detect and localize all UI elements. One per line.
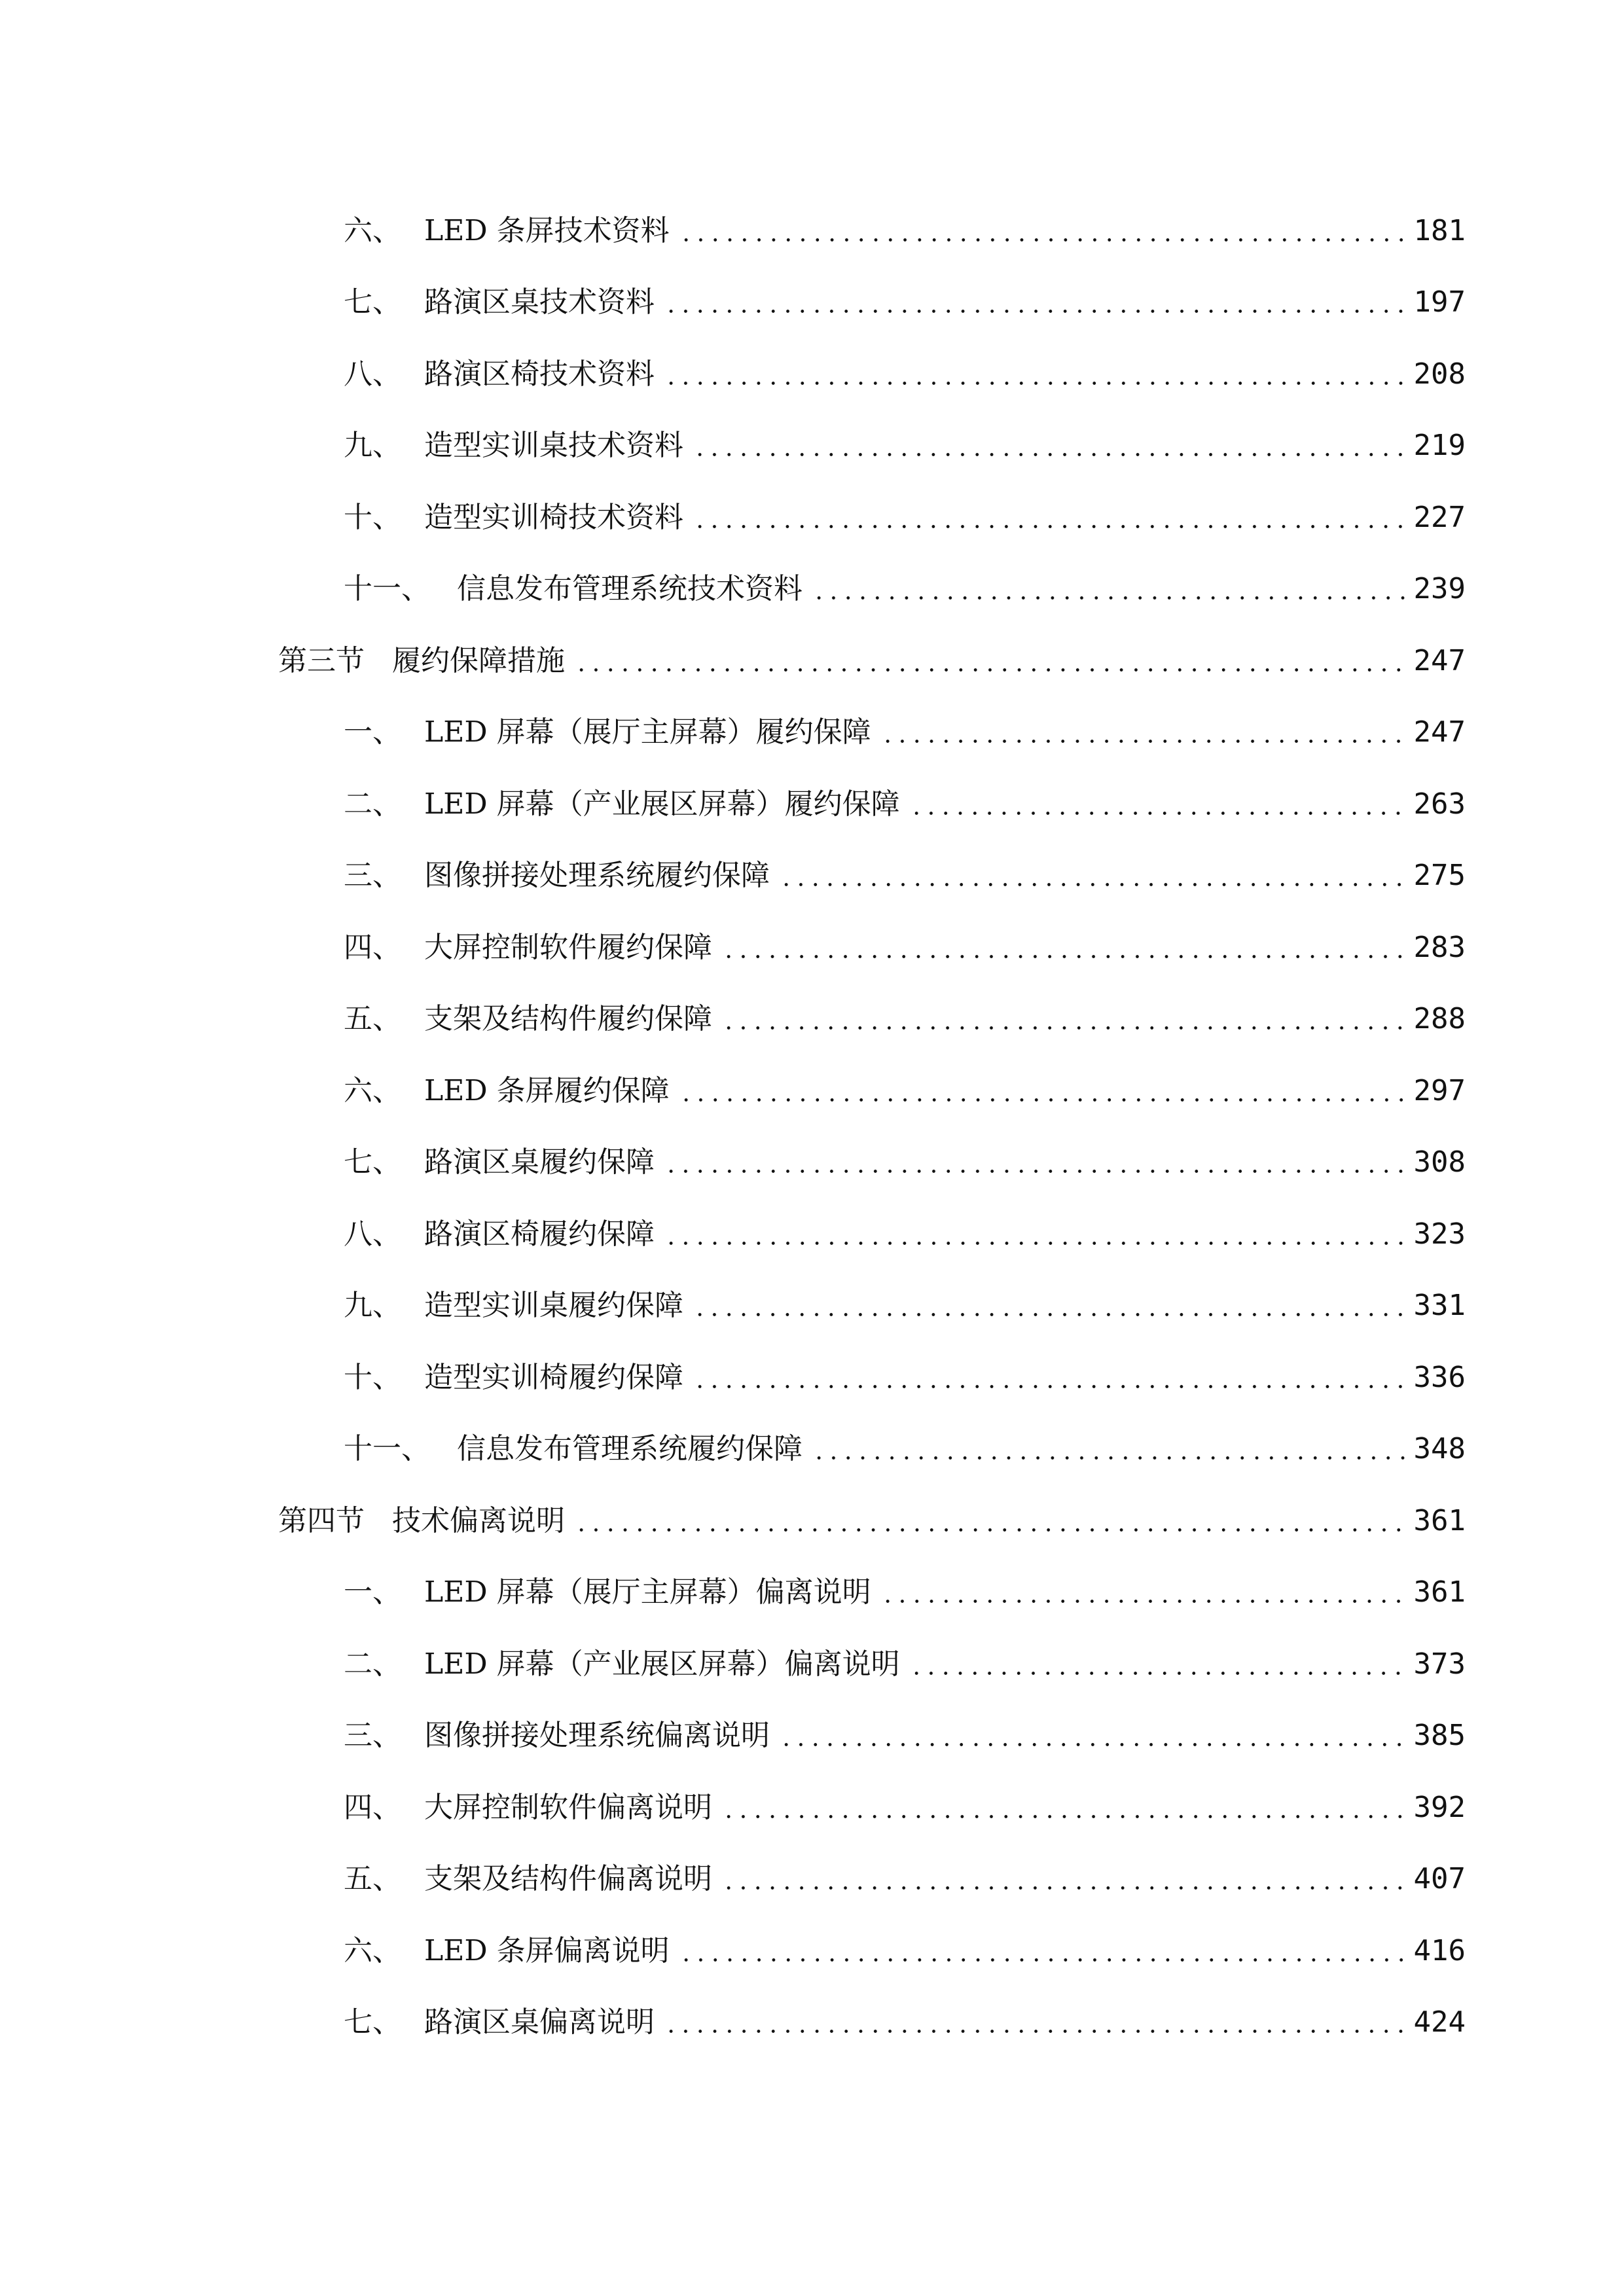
toc-entry-page-number: 208 [1413,357,1466,391]
toc-section-title: 履约保障措施 [392,643,565,677]
dot-leader [909,790,1405,819]
dot-leader [693,503,1405,532]
toc-entry[interactable] [0,840,1624,912]
toc-entry[interactable] [0,1055,1624,1127]
toc-entry-title: 造型实训椅履约保障 [424,1360,683,1394]
toc-entry-number: 十、 [344,500,401,534]
toc-entry-page-number: 197 [1413,285,1466,319]
toc-entry-page-number: 336 [1413,1360,1466,1394]
toc-entry-title: 图像拼接处理系统履约保障 [424,859,770,893]
toc-entry-title: 路演区椅履约保障 [424,1217,655,1251]
toc-entry-page-number: 239 [1413,572,1466,606]
dot-leader [679,217,1405,245]
toc-entry-title: 路演区桌履约保障 [424,1145,655,1179]
toc-entry-title: LED 条屏技术资料 [424,213,670,247]
toc-entry[interactable] [0,338,1624,410]
toc-entry[interactable] [0,554,1624,626]
toc-entry-page-number: 308 [1413,1145,1466,1179]
toc-entry-number: 二、 [344,787,401,821]
toc-entry-number: 六、 [344,1933,401,1967]
dot-leader [721,933,1405,962]
toc-entry-page-number: 297 [1413,1073,1466,1107]
toc-entry-page-number: 385 [1413,1719,1466,1753]
toc-entry[interactable] [0,1270,1624,1342]
dot-leader [693,431,1405,460]
toc-entry-number: 六、 [344,1073,401,1107]
toc-entry-page-number: 373 [1413,1647,1466,1681]
toc-entry-number: 十一、 [344,1432,430,1466]
toc-entry[interactable] [0,1414,1624,1486]
dot-leader [664,288,1405,317]
toc-entry-page-number: 361 [1413,1575,1466,1609]
dot-leader [779,1721,1405,1750]
toc-entry-number: 八、 [344,357,401,391]
toc-entry-page-number: 283 [1413,930,1466,964]
dot-leader [721,1005,1405,1033]
toc-entry-page-number: 331 [1413,1289,1466,1323]
toc-entry-page-number: 263 [1413,787,1466,821]
toc-entry-number: 四、 [344,1790,401,1824]
toc-entry-number: 七、 [344,2005,401,2039]
dot-leader [721,1793,1405,1822]
dot-leader [664,1220,1405,1249]
dot-leader [812,1435,1405,1463]
toc-section-title: 技术偏离说明 [392,1503,565,1537]
toc-entry[interactable] [0,768,1624,840]
toc-entry-title: 支架及结构件偏离说明 [424,1862,712,1896]
toc-entry-title: LED 屏幕（展厅主屏幕）偏离说明 [424,1575,871,1609]
toc-entry-title: LED 条屏偏离说明 [424,1933,670,1967]
dot-leader [909,1650,1405,1679]
toc-entry-title: 造型实训椅技术资料 [424,500,683,534]
dot-leader [721,1865,1405,1893]
toc-entry[interactable] [0,1844,1624,1916]
toc-entry-page-number: 392 [1413,1790,1466,1824]
toc-entry-title: 路演区椅技术资料 [424,357,655,391]
toc-entry[interactable] [0,195,1624,267]
toc-entry-page-number: 247 [1413,715,1466,749]
toc-entry-number: 五、 [344,1002,401,1036]
toc-entry-page-number: 181 [1413,213,1466,247]
toc-entry-number: 八、 [344,1217,401,1251]
toc-entry[interactable] [0,1342,1624,1414]
dot-leader [664,1148,1405,1177]
toc-entry[interactable] [0,697,1624,769]
toc-entry-page-number: 348 [1413,1432,1466,1466]
toc-entry[interactable] [0,1700,1624,1772]
dot-leader [679,1937,1405,1965]
toc-section-heading[interactable] [0,625,1624,697]
toc-entry-page-number: 219 [1413,429,1466,463]
dot-leader [664,360,1405,389]
toc-entry[interactable] [0,1557,1624,1629]
toc-entry-number: 四、 [344,930,401,964]
toc-entry-title: 信息发布管理系统技术资料 [457,572,803,606]
toc-entry[interactable] [0,1628,1624,1700]
toc-entry-title: 路演区桌技术资料 [424,285,655,319]
toc-entry-title: 造型实训桌履约保障 [424,1289,683,1323]
toc-entry-title: 造型实训桌技术资料 [424,429,683,463]
toc-section-heading[interactable] [0,1485,1624,1557]
toc-entry-title: 信息发布管理系统履约保障 [457,1432,803,1466]
toc-entry-number: 一、 [344,1575,401,1609]
toc-entry-title: LED 条屏履约保障 [424,1073,670,1107]
dot-leader [574,1507,1405,1535]
dot-leader [664,2008,1405,2037]
toc-entry-title: 大屏控制软件履约保障 [424,930,712,964]
toc-entry-page-number: 275 [1413,859,1466,893]
toc-entry-page-number: 323 [1413,1217,1466,1251]
toc-entry-title: LED 屏幕（产业展区屏幕）偏离说明 [424,1647,900,1681]
toc-entry-title: 图像拼接处理系统偏离说明 [424,1719,770,1753]
toc-entry-title: 路演区桌偏离说明 [424,2005,655,2039]
toc-entry[interactable] [0,1127,1624,1199]
toc-entry[interactable] [0,1987,1624,2059]
toc-entry[interactable] [0,984,1624,1056]
toc-entry-number: 九、 [344,1289,401,1323]
toc-entry[interactable] [0,410,1624,482]
toc-entry-title: LED 屏幕（展厅主屏幕）履约保障 [424,715,871,749]
toc-entry-page-number: 424 [1413,2005,1466,2039]
toc-entry-number: 二、 [344,1647,401,1681]
dot-leader [880,718,1405,747]
toc-entry-page-number: 407 [1413,1862,1466,1896]
toc-entry-page-number: 247 [1413,643,1466,677]
toc-entry[interactable] [0,267,1624,339]
toc-entry[interactable] [0,1198,1624,1270]
toc-entry-number: 十、 [344,1360,401,1394]
toc-entry[interactable] [0,1772,1624,1844]
toc-entry-page-number: 361 [1413,1503,1466,1537]
dot-leader [679,1077,1405,1105]
toc-entry-number: 六、 [344,213,401,247]
toc-entry-title: 支架及结构件履约保障 [424,1002,712,1036]
toc-entry-number: 七、 [344,1145,401,1179]
toc-entry-page-number: 288 [1413,1002,1466,1036]
dot-leader [779,861,1405,890]
toc-entry-number: 一、 [344,715,401,749]
toc-entry[interactable] [0,482,1624,554]
table-of-contents [0,195,1624,2058]
toc-section-number: 第四节 [278,1503,365,1537]
dot-leader [812,575,1405,603]
toc-entry-number: 五、 [344,1862,401,1896]
dot-leader [693,1363,1405,1392]
toc-section-number: 第三节 [278,643,365,677]
dot-leader [574,647,1405,675]
toc-entry-page-number: 227 [1413,500,1466,534]
dot-leader [880,1578,1405,1607]
toc-entry-page-number: 416 [1413,1933,1466,1967]
toc-entry-number: 十一、 [344,572,430,606]
toc-entry-number: 九、 [344,429,401,463]
toc-entry-title: 大屏控制软件偏离说明 [424,1790,712,1824]
toc-entry-number: 七、 [344,285,401,319]
toc-entry-title: LED 屏幕（产业展区屏幕）履约保障 [424,787,900,821]
dot-leader [693,1291,1405,1320]
toc-entry-number: 三、 [344,1719,401,1753]
toc-entry[interactable] [0,1915,1624,1987]
toc-entry[interactable] [0,912,1624,984]
toc-entry-number: 三、 [344,859,401,893]
